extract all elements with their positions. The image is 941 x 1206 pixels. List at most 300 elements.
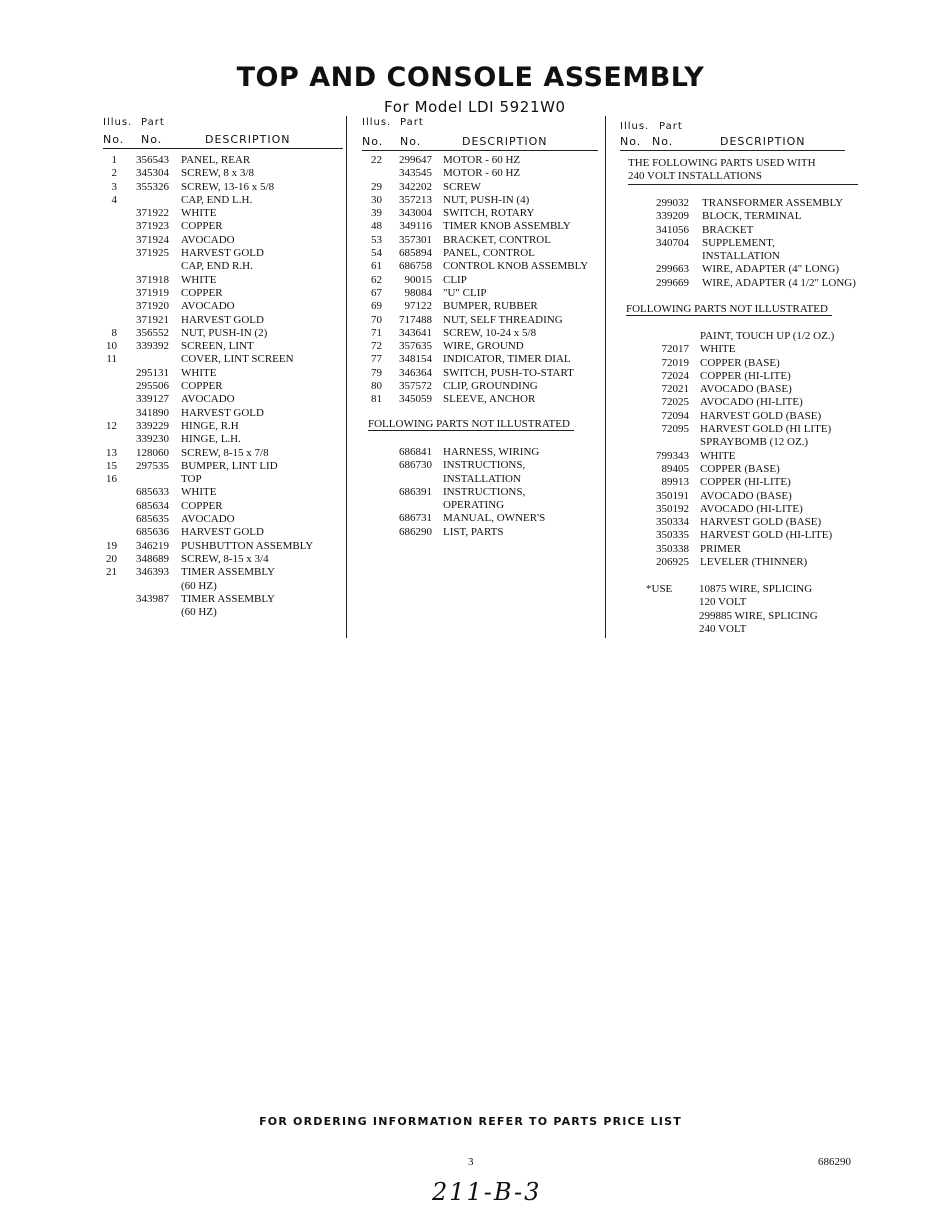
part-description: HARVEST GOLD — [181, 526, 264, 539]
header-part-no: No. — [141, 133, 163, 146]
header-description: DESCRIPTION — [205, 133, 291, 146]
part-description: WHITE — [181, 486, 217, 499]
illus-number: 71 — [371, 326, 382, 339]
part-description: BLOCK, TERMINAL — [702, 210, 802, 223]
part-number: 295506 — [136, 380, 169, 393]
part-description: SWITCH, PUSH-TO-START — [443, 366, 574, 379]
part-description: WHITE — [181, 366, 217, 379]
part-number: 350191 — [656, 489, 689, 502]
part-description: MOTOR - 60 HZ — [443, 167, 521, 180]
part-number: 72095 — [661, 423, 689, 436]
part-description: HARVEST GOLD (BASE) — [700, 409, 822, 422]
part-number: 339127 — [136, 393, 169, 406]
part-description: HARVEST GOLD — [181, 247, 264, 260]
header-illus-no: No. — [103, 133, 125, 146]
illus-number: 69 — [371, 300, 382, 313]
table-row — [620, 423, 870, 436]
column-header — [103, 133, 343, 149]
header-part: Part — [400, 117, 424, 128]
part-number: 356552 — [136, 326, 169, 339]
table-row — [362, 393, 598, 406]
table-row — [103, 407, 343, 420]
illus-number: 67 — [371, 286, 382, 299]
part-number: 686731 — [399, 512, 432, 525]
table-row — [620, 330, 870, 343]
part-number: 349116 — [399, 220, 432, 233]
header-illus: Illus. — [362, 117, 392, 128]
table-row — [362, 380, 598, 393]
part-description: BUMPER, RUBBER — [443, 300, 538, 313]
part-number: 356543 — [136, 154, 169, 166]
part-number: 357635 — [399, 340, 432, 353]
part-description: COPPER — [181, 286, 223, 299]
part-number: 355326 — [136, 180, 169, 193]
part-number: 90015 — [404, 273, 432, 286]
part-description: SCREEN, LINT — [181, 340, 254, 353]
table-row — [620, 237, 870, 250]
part-description: WHITE — [181, 273, 217, 286]
part-number: 341056 — [656, 223, 689, 236]
illus-number: 8 — [111, 326, 117, 339]
column-header — [620, 135, 845, 151]
part-description: TRANSFORMER ASSEMBLY — [702, 197, 844, 209]
part-number: 357213 — [399, 193, 432, 206]
table-row — [103, 580, 343, 593]
part-description: BUMPER, LINT LID — [181, 459, 278, 472]
model-subtitle: For Model LDI 5921W0 — [384, 98, 566, 116]
part-description: INDICATOR, TIMER DIAL — [443, 353, 571, 366]
part-description: HARVEST GOLD — [181, 406, 264, 419]
part-description: TIMER KNOB ASSEMBLY — [443, 220, 571, 233]
column-divider — [346, 116, 347, 638]
illus-number: 13 — [106, 446, 117, 459]
part-description: HARVEST GOLD (BASE) — [700, 516, 822, 529]
table-row — [620, 529, 870, 542]
part-number: 685634 — [136, 499, 169, 512]
table-row — [362, 459, 598, 472]
part-description: WHITE — [700, 449, 736, 462]
part-number: 72019 — [661, 356, 689, 369]
part-description: NUT, SELF THREADING — [443, 313, 563, 326]
parts-list-2 — [362, 154, 598, 407]
table-row — [620, 210, 870, 223]
header-part-no: No. — [652, 135, 674, 148]
part-description: PRIMER — [700, 542, 741, 555]
part-description: INSTALLATION — [702, 250, 780, 263]
table-row — [362, 340, 598, 353]
table-row — [362, 314, 598, 327]
part-description: CAP, END R.H. — [181, 260, 253, 273]
illus-number: 4 — [111, 193, 117, 206]
table-row — [103, 181, 343, 194]
table-row — [620, 450, 870, 463]
header-illus: Illus. — [620, 121, 650, 132]
table-row — [620, 490, 870, 503]
illus-number: 1 — [111, 154, 117, 166]
part-number: 206925 — [656, 556, 689, 569]
part-number: 299032 — [656, 197, 689, 209]
note-240v-line2: 240 VOLT INSTALLATIONS — [628, 170, 858, 184]
table-row — [103, 167, 343, 180]
table-row — [103, 420, 343, 433]
part-description: AVOCADO — [181, 513, 235, 526]
table-row — [103, 393, 343, 406]
table-row — [362, 154, 598, 167]
table-row — [620, 224, 870, 237]
part-description: WIRE, ADAPTER (4" LONG) — [702, 263, 840, 276]
ordering-footer: FOR ORDERING INFORMATION REFER TO PARTS PRICE LIST — [259, 1115, 682, 1128]
part-description: COVER, LINT SCREEN — [181, 353, 294, 366]
part-number: 339230 — [136, 433, 169, 446]
part-number: 799343 — [656, 449, 689, 462]
part-description: SCREW, 8-15 x 3/4 — [181, 552, 269, 565]
part-description: CLIP, GROUNDING — [443, 380, 538, 393]
use-line: 120 VOLT — [699, 596, 747, 609]
table-row — [103, 353, 343, 366]
part-description: (60 HZ) — [181, 579, 217, 592]
part-description: INSTRUCTIONS, — [443, 485, 526, 498]
part-description: TIMER ASSEMBLY — [181, 566, 275, 579]
table-row — [620, 343, 870, 356]
table-row — [103, 473, 343, 486]
part-number: 299647 — [399, 154, 432, 166]
table-row — [103, 247, 343, 260]
table-row — [620, 410, 870, 423]
part-number: 685894 — [399, 247, 432, 260]
header-part-no: No. — [400, 135, 422, 148]
part-description: INSTRUCTIONS, — [443, 459, 526, 472]
part-number: 685635 — [136, 513, 169, 526]
part-number: 339392 — [136, 340, 169, 353]
table-row — [103, 154, 343, 167]
table-row — [620, 277, 870, 290]
part-number: 350192 — [656, 502, 689, 515]
part-number: 346393 — [136, 566, 169, 579]
table-row — [103, 327, 343, 340]
note-block-not-illustrated — [626, 303, 832, 316]
part-number: 346219 — [136, 539, 169, 552]
illus-number: 39 — [371, 207, 382, 220]
part-description: HINGE, L.H. — [181, 433, 241, 446]
column-header — [362, 135, 598, 151]
parts-list-240v — [620, 197, 870, 290]
table-row — [103, 606, 343, 619]
illus-number: 2 — [111, 167, 117, 180]
table-row — [620, 250, 870, 263]
part-description: AVOCADO (HI-LITE) — [700, 502, 803, 515]
part-description: CONTROL KNOB ASSEMBLY — [443, 260, 589, 273]
part-description: COPPER — [181, 380, 223, 393]
part-number: 350338 — [656, 542, 689, 555]
table-row — [620, 263, 870, 276]
part-number: 371923 — [136, 220, 169, 233]
table-row — [362, 512, 598, 525]
part-description: HINGE, R.H — [181, 419, 239, 432]
header-description: DESCRIPTION — [720, 135, 806, 148]
table-row — [103, 207, 343, 220]
table-row — [620, 476, 870, 489]
part-description: COPPER (HI-LITE) — [700, 476, 791, 489]
part-number: 350335 — [656, 529, 689, 542]
part-number: 346364 — [399, 366, 432, 379]
part-number: 340704 — [656, 236, 689, 249]
handwritten-note: 211-B-3 — [432, 1178, 542, 1206]
part-number: 686758 — [399, 260, 432, 273]
table-row — [620, 463, 870, 476]
illus-number: 15 — [106, 459, 117, 472]
table-row — [103, 380, 343, 393]
part-number: 72024 — [661, 369, 689, 382]
part-number: 339209 — [656, 210, 689, 223]
part-description: COPPER — [181, 499, 223, 512]
column-divider — [605, 116, 606, 638]
table-row — [362, 207, 598, 220]
part-description: SCREW, 8 x 3/8 — [181, 167, 254, 180]
header-illus-no: No. — [620, 135, 642, 148]
illus-number: 12 — [106, 419, 117, 432]
table-row — [362, 260, 598, 273]
parts-list-3-not-illustrated — [620, 330, 870, 569]
part-description: SCREW, 13-16 x 5/8 — [181, 180, 275, 193]
table-row — [362, 194, 598, 207]
part-number: 343987 — [136, 592, 169, 605]
part-number: 371919 — [136, 286, 169, 299]
part-description: COPPER (BASE) — [700, 356, 780, 369]
part-number: 342202 — [399, 180, 432, 193]
part-description: CAP, END L.H. — [181, 193, 253, 206]
table-row — [362, 181, 598, 194]
part-number: 348154 — [399, 353, 432, 366]
table-row — [103, 566, 343, 579]
part-description: WHITE — [700, 343, 736, 356]
part-description: SLEEVE, ANCHOR — [443, 393, 536, 406]
table-row — [620, 383, 870, 396]
use-line: 10875 WIRE, SPLICING — [699, 583, 813, 595]
part-description: "U" CLIP — [443, 286, 487, 299]
part-description: COPPER (HI-LITE) — [700, 369, 791, 382]
table-row — [620, 543, 870, 556]
note-240v-line1: THE FOLLOWING PARTS USED WITH — [628, 157, 816, 169]
part-description: COPPER — [181, 220, 223, 233]
part-number: 341890 — [136, 406, 169, 419]
table-row — [362, 287, 598, 300]
table-row — [103, 553, 343, 566]
illus-number: 11 — [106, 353, 117, 366]
illus-number: 21 — [106, 566, 117, 579]
table-row — [103, 234, 343, 247]
part-description: HARVEST GOLD (HI LITE) — [700, 423, 832, 436]
part-description: WIRE, GROUND — [443, 340, 524, 353]
table-row — [362, 274, 598, 287]
table-row — [103, 513, 343, 526]
part-number: 343004 — [399, 207, 432, 220]
page-title: TOP AND CONSOLE ASSEMBLY — [236, 62, 705, 93]
part-description: AVOCADO — [181, 393, 235, 406]
table-row — [103, 460, 343, 473]
part-description: SPRAYBOMB (12 OZ.) — [700, 436, 809, 449]
part-number: 343545 — [399, 167, 432, 180]
part-description: AVOCADO (BASE) — [700, 489, 792, 502]
part-number: 89405 — [661, 462, 689, 475]
illus-number: 54 — [371, 247, 382, 260]
part-description: HARVEST GOLD (HI-LITE) — [700, 529, 833, 542]
part-description: TOP — [181, 473, 202, 486]
part-number: 686391 — [399, 485, 432, 498]
part-description: PUSHBUTTON ASSEMBLY — [181, 539, 314, 552]
part-number: 339229 — [136, 419, 169, 432]
table-row — [103, 220, 343, 233]
table-row — [620, 503, 870, 516]
illus-number: 19 — [106, 539, 117, 552]
illus-number: 77 — [371, 353, 382, 366]
part-description: LIST, PARTS — [443, 525, 504, 538]
part-number: 371918 — [136, 273, 169, 286]
illus-number: 29 — [371, 180, 382, 193]
illus-number: 53 — [371, 233, 382, 246]
header-illus-no: No. — [362, 135, 384, 148]
illus-number: 48 — [371, 220, 382, 233]
table-row — [362, 526, 598, 539]
illus-number: 16 — [106, 473, 117, 486]
part-description: BRACKET, CONTROL — [443, 233, 551, 246]
table-row — [362, 300, 598, 313]
part-number: 371924 — [136, 233, 169, 246]
table-row — [362, 327, 598, 340]
part-number: 295131 — [136, 366, 169, 379]
part-description: OPERATING — [443, 499, 505, 512]
table-row — [362, 234, 598, 247]
part-number: 97122 — [404, 300, 432, 313]
part-number: 348689 — [136, 552, 169, 565]
not-illustrated-note: FOLLOWING PARTS NOT ILLUSTRATED — [368, 418, 574, 431]
part-description: SCREW, 10-24 x 5/8 — [443, 326, 537, 339]
part-description: LEVELER (THINNER) — [700, 556, 808, 569]
part-number: 686730 — [399, 459, 432, 472]
part-description: NUT, PUSH-IN (2) — [181, 326, 268, 339]
table-row — [103, 300, 343, 313]
table-row — [362, 499, 598, 512]
table-row — [362, 220, 598, 233]
table-row — [620, 396, 870, 409]
document-number: 686290 — [818, 1156, 851, 1168]
illus-number: 62 — [371, 273, 382, 286]
part-description: BRACKET — [702, 223, 754, 236]
table-row — [103, 194, 343, 207]
table-row — [620, 556, 870, 569]
parts-list-1 — [103, 154, 343, 619]
part-description: PAINT, TOUCH UP (1/2 OZ.) — [700, 330, 835, 342]
illus-number: 80 — [371, 380, 382, 393]
part-number: 72094 — [661, 409, 689, 422]
table-row — [362, 353, 598, 366]
not-illustrated-note: FOLLOWING PARTS NOT ILLUSTRATED — [626, 303, 832, 316]
table-row — [620, 197, 870, 210]
part-number: 299663 — [656, 263, 689, 276]
table-row — [103, 287, 343, 300]
table-row — [362, 367, 598, 380]
table-row — [103, 367, 343, 380]
table-row — [103, 274, 343, 287]
illus-number: 20 — [106, 552, 117, 565]
illus-number: 81 — [371, 393, 382, 406]
parts-list-2-not-illustrated — [362, 446, 598, 539]
part-number: 371925 — [136, 247, 169, 260]
illus-number: 61 — [371, 260, 382, 273]
table-row — [103, 526, 343, 539]
part-description: TIMER ASSEMBLY — [181, 592, 275, 605]
part-description: INSTALLATION — [443, 472, 521, 485]
table-row — [103, 500, 343, 513]
header-illus: Illus. — [103, 117, 133, 128]
part-number: 371921 — [136, 313, 169, 326]
part-description: COPPER (BASE) — [700, 462, 780, 475]
table-row — [103, 540, 343, 553]
table-row — [103, 340, 343, 353]
part-number: 98084 — [404, 286, 432, 299]
part-description: SWITCH, ROTARY — [443, 207, 535, 220]
use-label: *USE — [646, 583, 673, 595]
part-number: 686841 — [399, 446, 432, 458]
note-block-240v — [628, 157, 858, 185]
table-row — [620, 516, 870, 529]
illus-number: 79 — [371, 366, 382, 379]
part-number: 72025 — [661, 396, 689, 409]
use-line: 299885 WIRE, SPLICING — [699, 609, 818, 622]
part-number: 72017 — [661, 343, 689, 356]
illus-number: 10 — [106, 340, 117, 353]
part-description: MOTOR - 60 HZ — [443, 154, 521, 166]
part-number: 299669 — [656, 276, 689, 289]
table-row — [620, 357, 870, 370]
part-description: SUPPLEMENT, — [702, 236, 775, 249]
part-description: (60 HZ) — [181, 606, 217, 619]
part-number: 686290 — [399, 525, 432, 538]
table-row — [362, 473, 598, 486]
header-description: DESCRIPTION — [462, 135, 548, 148]
part-number: 89913 — [661, 476, 689, 489]
part-description: PANEL, REAR — [181, 154, 251, 166]
part-number: 685636 — [136, 526, 169, 539]
part-description: MANUAL, OWNER'S — [443, 512, 546, 525]
part-description: PANEL, CONTROL — [443, 247, 535, 260]
table-row — [362, 486, 598, 499]
illus-number: 3 — [111, 180, 117, 193]
use-line: 240 VOLT — [699, 622, 747, 635]
part-number: 345059 — [399, 393, 432, 406]
part-description: SCREW — [443, 180, 481, 193]
table-row — [103, 260, 343, 273]
table-row — [362, 247, 598, 260]
part-description: WHITE — [181, 207, 217, 220]
table-row — [103, 433, 343, 446]
illus-number: 30 — [371, 193, 382, 206]
part-number: 685633 — [136, 486, 169, 499]
table-row — [620, 370, 870, 383]
part-number: 371922 — [136, 207, 169, 220]
part-number: 350334 — [656, 516, 689, 529]
illus-number: 70 — [371, 313, 382, 326]
table-row — [620, 436, 870, 449]
part-number: 72021 — [661, 383, 689, 396]
part-number: 297535 — [136, 459, 169, 472]
part-description: CLIP — [443, 273, 467, 286]
table-row — [103, 486, 343, 499]
part-description: AVOCADO — [181, 300, 235, 313]
part-description: AVOCADO (BASE) — [700, 383, 792, 396]
table-row — [103, 593, 343, 606]
illus-number: 72 — [371, 340, 382, 353]
part-description: AVOCADO — [181, 233, 235, 246]
